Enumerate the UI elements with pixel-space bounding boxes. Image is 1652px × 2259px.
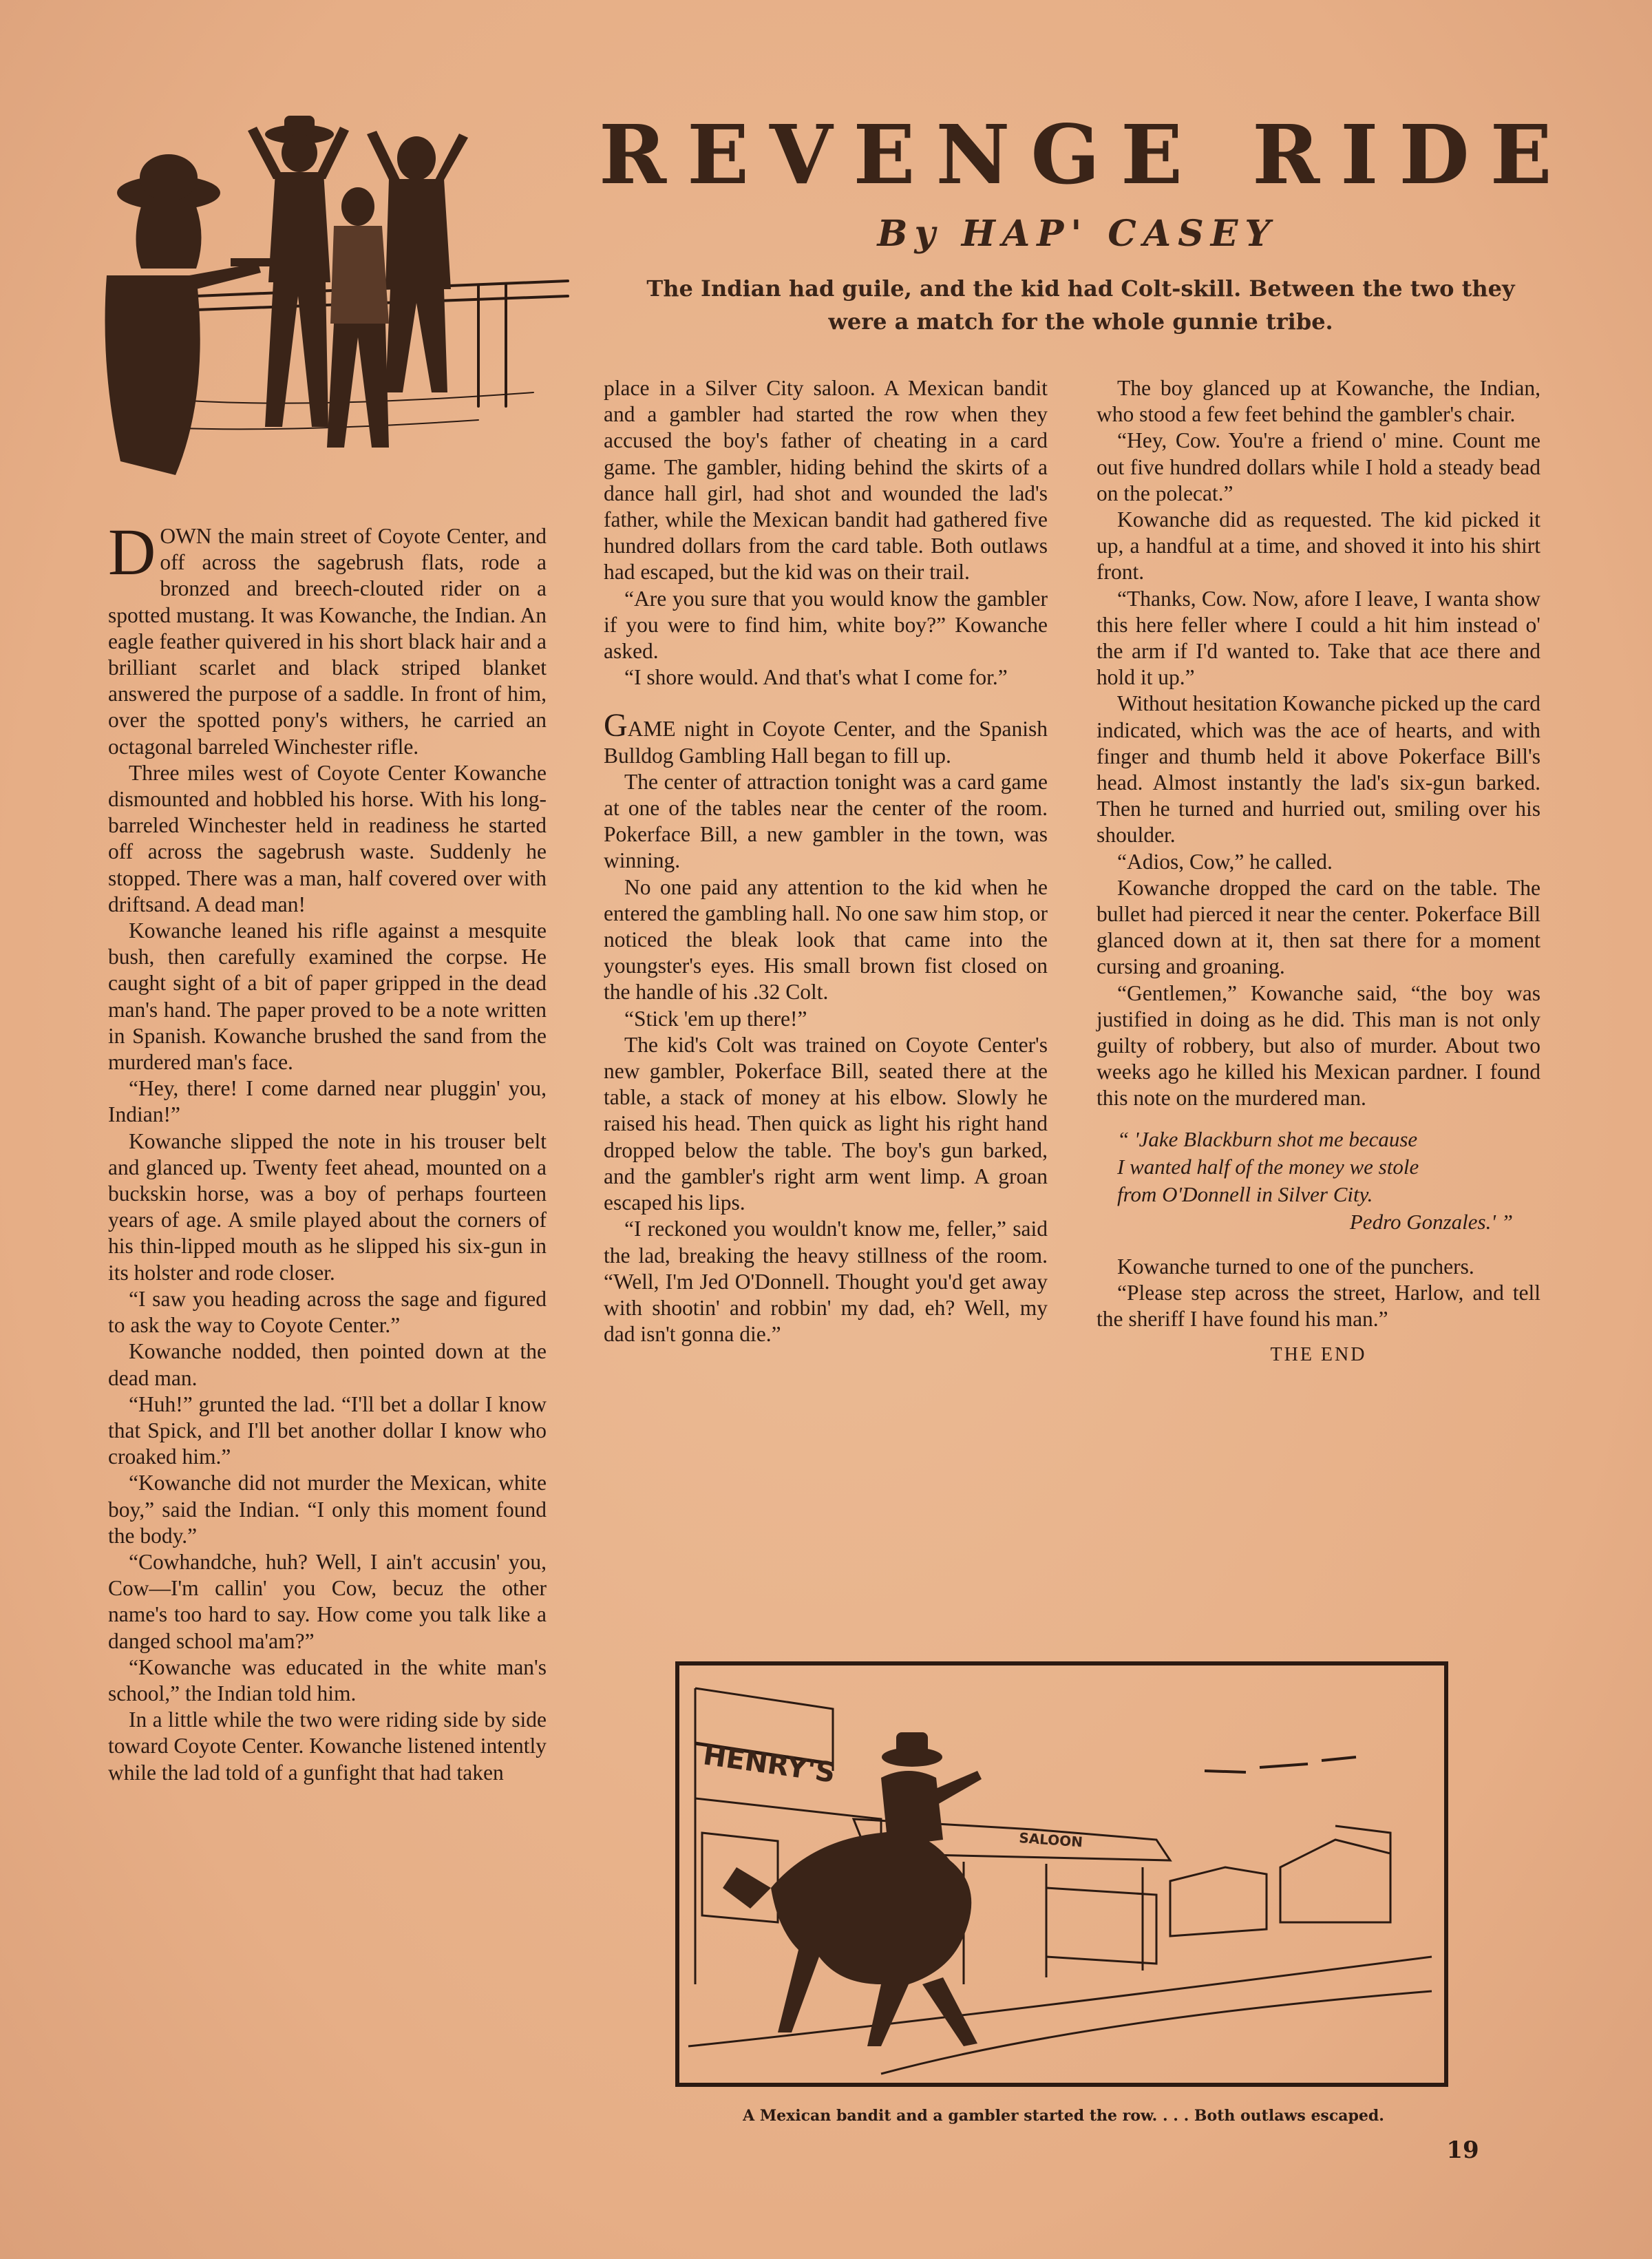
paragraph: Kowanche slipped the note in his trouser belt and glanced up. Twenty feet ahead, mounted on a buckskin horse, was a boy of perhaps fourteen years of age. A smile played about the corners of his thin-lipped mouth as he slipped his six-gun in its holster and rode closer. — [108, 1128, 547, 1285]
paragraph: “Kowanche did not murder the Mexican, white boy,” said the Indian. “I only this moment found the body.” — [108, 1471, 547, 1548]
three-men-figures — [248, 116, 468, 448]
note-line: from O'Donnell in Silver City. — [1117, 1181, 1373, 1206]
article-byline: By HAP' CASEY — [877, 213, 1278, 255]
note-line: I wanted half of the money we stole — [1117, 1154, 1419, 1179]
quoted-note — [1117, 1126, 1540, 1236]
paragraph: “Huh!” grunted the lad. “I'll bet a dollar I know that Spick, and I'll bet another dollar I know who croaked him.” — [108, 1391, 547, 1469]
paragraph: Kowanche turned to one of the punchers. — [1117, 1254, 1474, 1279]
article-title: REVENGE RIDE — [599, 107, 1573, 202]
paragraph-text: OWN the main street of Coyote Center, and off across the sagebrush flats, rode a bronzed and breech-clouted rider on a spotted mustang. It was Kowanche, the Indian. An eagle feather quivered in his short black hair and a brilliant scarlet and black striped blanket answered the purpose of a saddle. In front of him, over the spotted pony's withers, he carried an octagonal barreled Winchester rifle. — [108, 524, 547, 759]
section-gap — [604, 691, 1048, 715]
paragraph: place in a Silver City saloon. A Mexican bandit and a gambler had started the row when they accused the boy's father of cheating in a card game. The gambler, hiding behind the skirts of a dance hall girl, had shot and wounded the lad's father, while the Mexican bandit had gathered five hundred dollars from the card table. Both outlaws had escaped, but the kid was on their trail. — [604, 376, 1048, 585]
paragraph: Three miles west of Coyote Center Kowanche dismounted and hobbled his horse. With his long-barreled Winchester held in readiness he started off across the sagebrush waste. Suddenly he stopped. There was a man, half covered over with driftsand. A dead man! — [108, 760, 547, 916]
paragraph: The boy glanced up at Kowanche, the Indian, who stood a few feet behind the gambler's chair. — [1097, 376, 1540, 427]
paragraph — [604, 707, 1048, 768]
paragraph: “I saw you heading across the sage and figured to ask the way to Coyote Center.” — [108, 1286, 547, 1338]
paragraph: The kid's Colt was trained on Coyote Center's new gambler, Pokerface Bill, seated there at the table, a stack of money at his elbow. Slowly he raised his head. Then quick as light his right hand dropped below the table. The boy's gun barked, and the gambler's right arm went limp. A groan escaped his lips. — [604, 1032, 1048, 1215]
paragraph — [108, 515, 547, 760]
drop-cap: D — [108, 515, 156, 589]
paragraph: Kowanche dropped the card on the table. The bullet had pierced it near the center. Pokerface Bill glanced down at it, then sat there for a moment cursing and groaning. — [1097, 875, 1540, 979]
note-line: “ 'Jake Blackburn shot me because — [1117, 1126, 1418, 1151]
bottom-illustration — [675, 1661, 1449, 2088]
paragraph: “Adios, Cow,” he called. — [1117, 849, 1333, 874]
paragraph: Kowanche nodded, then pointed down at the dead man. — [108, 1339, 547, 1390]
paragraph: “Hey, there! I come darned near pluggin' you, Indian!” — [108, 1076, 547, 1127]
paragraph: Kowanche did as requested. The kid picked it up, a handful at a time, and shoved it into his shirt front. — [1097, 507, 1540, 585]
saloon-sign: SALOON — [1018, 1829, 1083, 1851]
paragraph: “Please step across the street, Harlow, and tell the sheriff I have found his man.” — [1097, 1280, 1540, 1332]
paragraph: In a little while the two were riding side by side toward Coyote Center. Kowanche listened intently while the lad told of a gunfight that had taken — [108, 1708, 547, 1785]
indian-figure — [105, 154, 279, 475]
paragraph: “I shore would. And that's what I come for.” — [624, 665, 1008, 690]
article-subtitle: The Indian had guile, and the kid had Colt-skill. Between the two they were a match for the whole gunnie tribe. — [646, 275, 1515, 335]
header-illustration — [93, 103, 595, 499]
paragraph: The center of attraction tonight was a card game at one of the tables near the center of the room. Pokerface Bill, a new gambler in the town, was winning. — [604, 769, 1048, 873]
text-column-3 — [1097, 375, 1540, 1621]
note-signature: Pedro Gonzales.' ” — [1349, 1209, 1513, 1234]
paragraph: Kowanche leaned his rifle against a mesquite bush, then carefully examined the corpse. He caught sight of a bit of paper gripped in the dead man's hand. The paper proved to be a note written in Spanish. Kowanche brushed the sand from the murdered man's face. — [108, 918, 547, 1075]
horse-and-rider — [723, 1732, 982, 2046]
paragraph: “Gentlemen,” Kowanche said, “the boy was justified in doing as he did. This man is not only guilty of robbery, but also of murder. About two weeks ago he killed his Mexican pardner. I found this note on the murdered man. — [1097, 980, 1540, 1111]
henrys-sign: HENRY'S — [701, 1739, 838, 1789]
paragraph: “Stick 'em up there!” — [624, 1006, 807, 1031]
paragraph: “I reckoned you wouldn't know me, feller,” said the lad, breaking the heavy stillness of the room. “Well, I'm Jed O'Donnell. Thought you'd get away with shootin' and robbin' my dad, eh? Well, my dad isn't gonna die.” — [604, 1217, 1048, 1347]
text-column-2 — [604, 375, 1048, 1635]
page-number: 19 — [1446, 2136, 1479, 2164]
section-cap: G — [604, 707, 628, 744]
paragraph: “Cowhandche, huh? Well, I ain't accusin' you, Cow—I'm callin' you Cow, becuz the other name's too hard to say. How come you talk like a danged school ma'am?” — [108, 1549, 547, 1653]
paragraph: “Thanks, Cow. Now, afore I leave, I wanta show this here feller where I could a hit him instead o' the arm if I'd wanted to. Take that ace there and hold it up.” — [1097, 586, 1540, 690]
text-column-1 — [108, 515, 547, 2131]
paragraph: “Are you sure that you would know the gambler if you were to find him, white boy?” Kowanche asked. — [604, 586, 1048, 664]
illustration-caption: A Mexican bandit and a gambler started the row. . . . Both outlaws escaped. — [743, 2107, 1384, 2125]
paragraph: “Hey, Cow. You're a friend o' mine. Count me out five hundred dollars while I hold a steady bead on the polecat.” — [1097, 428, 1540, 505]
paragraph: “Kowanche was educated in the white man's school,” the Indian told him. — [108, 1654, 547, 1705]
paragraph: Without hesitation Kowanche picked up the card indicated, which was the ace of hearts, and with finger and thumb held it above Pokerface Bill's head. Almost instantly the lad's six-gun barked. Then he turned and hurried out, smiling over his shoulder. — [1097, 691, 1540, 848]
paragraph-text: AME night in Coyote Center, and the Spanish Bulldog Gambling Hall began to fill up. — [604, 717, 1048, 768]
the-end: THE END — [1270, 1344, 1367, 1366]
paragraph: No one paid any attention to the kid when he entered the gambling hall. No one saw him stop, or noticed the bleak look that came into the youngster's eyes. His small brown fist closed on the handle of his .32 Colt. — [604, 874, 1048, 1005]
